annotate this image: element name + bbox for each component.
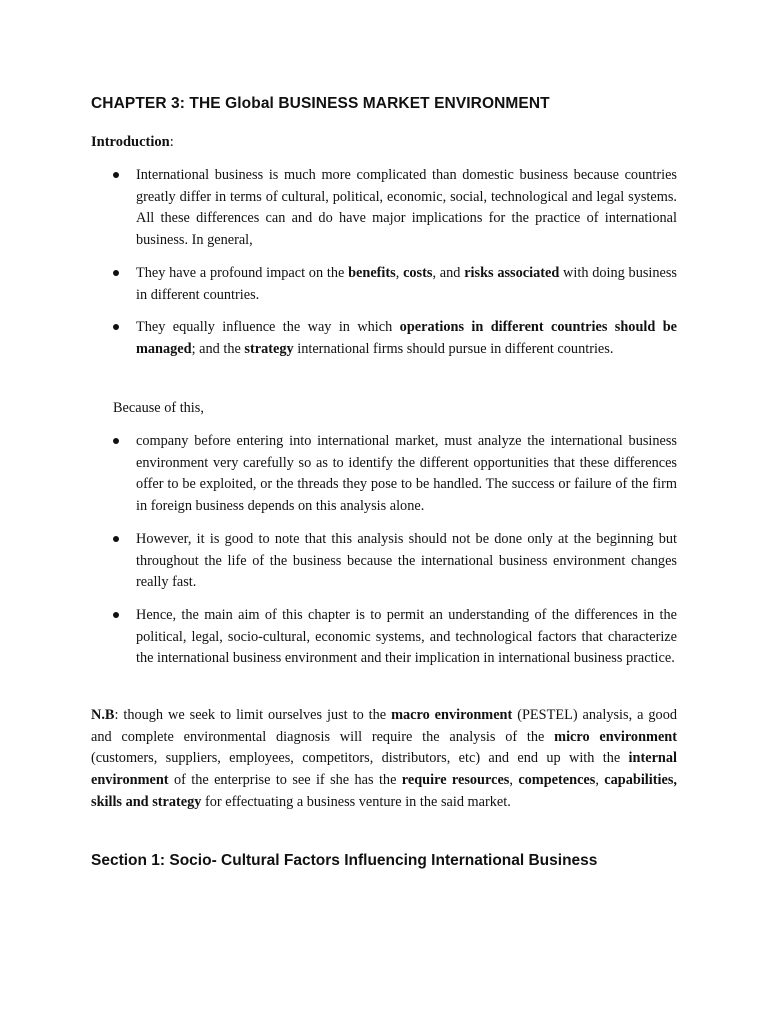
bold-run: competences xyxy=(518,772,596,789)
bold-run: strategy xyxy=(244,340,294,357)
intro-label: Introduction xyxy=(91,134,170,150)
list-item xyxy=(0,165,768,252)
because-text: Because of this, xyxy=(113,400,204,416)
list-item xyxy=(0,263,768,306)
text-run: (PESTEL) analysis, a good and complete environmental diagnosis will require the analysis of the xyxy=(91,707,678,745)
bold-run: require resources xyxy=(401,772,510,789)
text-run: with doing business in different countries. xyxy=(136,264,677,303)
text-run: international firms should pursue in different countries. xyxy=(293,340,614,357)
bold-run: macro environment xyxy=(391,707,513,723)
bullet-text: company before entering into international market, must analyze the international business environment very carefully so as to identify the different opportunities that these differences offer to be exploited, or the threads they pose to be handled. The success or failure of the firm in foreign business depends on this analysis alone. xyxy=(136,433,677,515)
text-run: ; and the xyxy=(191,340,245,357)
list-item xyxy=(0,529,768,594)
bold-run: benefits xyxy=(348,264,396,281)
bullet-icon xyxy=(113,270,119,276)
text-run: , xyxy=(595,772,605,789)
bullet-text xyxy=(136,317,677,360)
list-item xyxy=(0,431,768,518)
bullet-text: However, it is good to note that this analysis should not be done only at the beginning but throughout the life of the business because the international business environment changes really fast. xyxy=(136,530,677,591)
section-title: Section 1: Socio- Cultural Factors Influencing International Business xyxy=(91,852,598,869)
intro-colon: : xyxy=(169,134,174,150)
bullet-icon xyxy=(113,172,119,178)
bold-run: capabilities, skills and strategy xyxy=(91,772,677,810)
bullet-icon xyxy=(113,536,119,542)
nb-paragraph xyxy=(91,705,677,814)
bullet-icon xyxy=(113,438,119,444)
bullet-text: Hence, the main aim of this chapter is to permit an understanding of the differences in the political, legal, socio-cultural, economic systems, and technological factors that characterize the international business environment and their implication in international business practice. xyxy=(136,606,677,667)
list-item xyxy=(0,605,768,670)
chapter-title: CHAPTER 3: THE Global BUSINESS MARKET ENVIRONMENT xyxy=(91,95,550,112)
bold-run: operations in different countries should be managed xyxy=(136,319,677,357)
bold-run: micro environment xyxy=(554,728,677,745)
bullet-text: International business is much more complicated than domestic business because countries greatly differ in terms of cultural, political, economic, social, technological and legal systems. All these differences can and do have major implications for the practice of international business. In general, xyxy=(136,167,677,249)
bold-run: costs xyxy=(403,264,433,281)
bullet-icon xyxy=(113,324,119,330)
text-run: They have a profound impact on the xyxy=(136,264,349,281)
bullet-text xyxy=(136,263,677,306)
bold-run: internal environment xyxy=(91,750,677,789)
text-run: , and xyxy=(432,264,465,281)
list-item xyxy=(0,317,768,360)
text-run: , xyxy=(509,772,519,789)
text-run: : though we seek to limit ourselves just to the xyxy=(114,707,392,723)
bullet-icon xyxy=(113,612,119,618)
intro-heading xyxy=(91,132,174,152)
bold-run: risks associated xyxy=(464,264,560,281)
nb-label: N.B xyxy=(91,707,115,723)
bullet-list-2 xyxy=(0,431,768,670)
bullet-list-1 xyxy=(0,165,768,361)
text-run: of the enterprise to see if she has the xyxy=(168,772,402,789)
text-run: (customers, suppliers, employees, competitors, distributors, etc) and end up with the xyxy=(91,750,629,767)
text-run: , xyxy=(395,264,404,281)
text-run: They equally influence the way in which xyxy=(136,319,400,336)
text-run: for effectuating a business venture in the said market. xyxy=(201,793,511,810)
